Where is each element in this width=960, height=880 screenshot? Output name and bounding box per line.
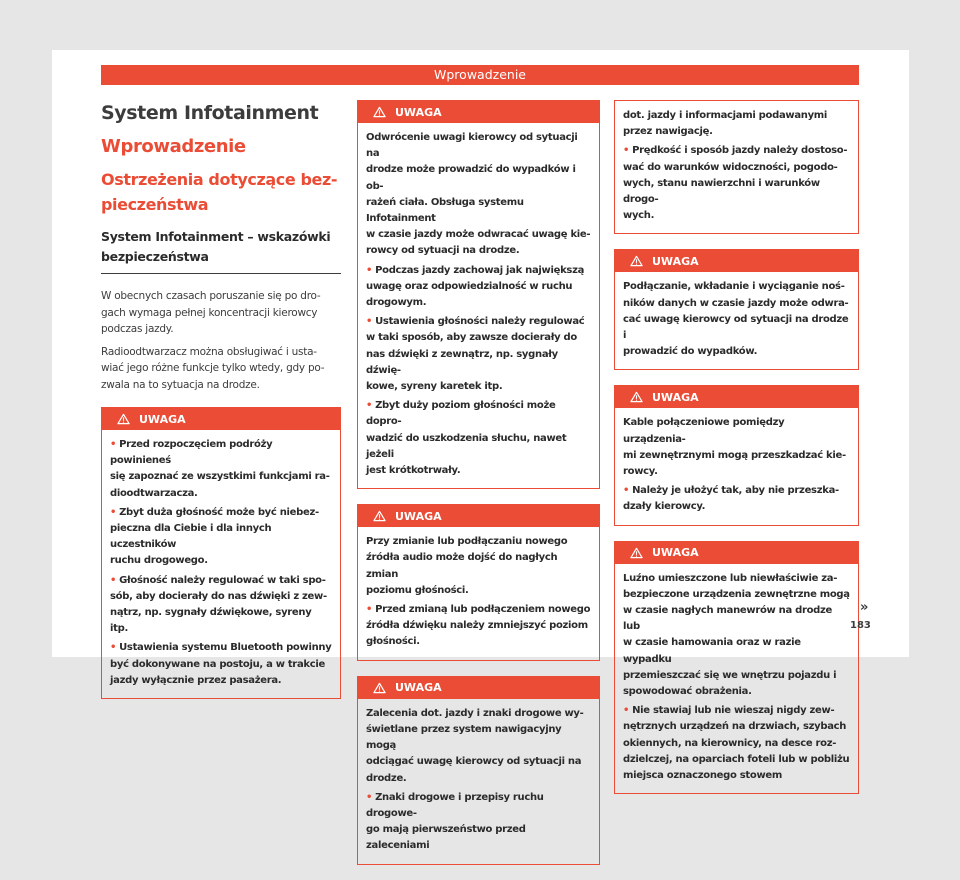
text-line: okiennych, na kierownicy, na desce roz- bbox=[623, 737, 837, 749]
text-line: Nie stawiaj lub nie wieszaj nigdy zew- bbox=[632, 705, 835, 717]
text-line: drodze może prowadzić do wypadków i ob- bbox=[366, 164, 576, 192]
text-line: podczas jazdy. bbox=[101, 323, 174, 335]
column-3 bbox=[614, 100, 859, 809]
running-header: Wprowadzenie bbox=[101, 65, 859, 85]
column-2 bbox=[357, 100, 600, 880]
text-line: źródła dźwięku należy zmniejszyć poziom bbox=[366, 620, 588, 632]
warning-body bbox=[615, 272, 858, 369]
chapter-title: System Infotainment bbox=[101, 102, 319, 124]
warning-label: UWAGA bbox=[395, 509, 442, 523]
text-line: dzielczej, na oparciach foteli lub w pobliżu bbox=[623, 753, 850, 765]
warning-icon bbox=[630, 391, 652, 403]
text-line: pieczna dla Ciebie i dla innych uczestników bbox=[110, 523, 272, 551]
text-line: Zbyt duża głośność może być niebez- bbox=[119, 506, 319, 518]
text-line: rowcy. bbox=[623, 466, 658, 478]
bullet-dot: • bbox=[366, 264, 373, 276]
warning-box bbox=[614, 385, 859, 525]
text-line: Ustawienia głośności należy regulować bbox=[375, 316, 585, 328]
next-page-arrow: » bbox=[860, 600, 869, 615]
warning-body bbox=[615, 408, 858, 524]
text-line: Przy zmianie lub podłączaniu nowego bbox=[366, 536, 568, 548]
text-line: odciągać uwagę kierowcy od sytuacji na bbox=[366, 756, 582, 768]
bullet-dot: • bbox=[366, 604, 373, 616]
text-line: Zalecenia dot. jazdy i znaki drogowe wy- bbox=[366, 707, 584, 719]
text-line: Zbyt duży poziom głośności może dopro- bbox=[366, 400, 556, 428]
text-line: wiać jego różne funkcje tylko wtedy, gdy po- bbox=[101, 362, 325, 374]
text-line: zwala na to sytuacja na drodze. bbox=[101, 378, 260, 391]
bullet-dot: • bbox=[366, 400, 373, 412]
text-line: Należy je ułożyć tak, aby nie przeszka- bbox=[632, 485, 839, 497]
warning-icon bbox=[373, 510, 395, 522]
warning-body bbox=[615, 101, 858, 233]
warning-label: UWAGA bbox=[139, 412, 186, 426]
subsection-title bbox=[101, 167, 341, 217]
warning-label: UWAGA bbox=[652, 390, 699, 404]
warning-header bbox=[615, 250, 858, 272]
bullet-dot: • bbox=[366, 791, 373, 803]
warning-box-continued bbox=[614, 100, 859, 234]
text-line: rowcy od sytuacji na drodze. bbox=[366, 245, 520, 257]
text-line: Podłączanie, wkładanie i wyciąganie noś- bbox=[623, 281, 845, 293]
text-line: Podczas jazdy zachowaj jak największą bbox=[375, 264, 585, 276]
warning-intro bbox=[623, 108, 850, 140]
bullet-dot: • bbox=[366, 316, 373, 328]
text-line: w czasie hamowania oraz w razie wypadku bbox=[623, 637, 801, 665]
bullet-dot: • bbox=[110, 439, 117, 450]
warning-box bbox=[357, 100, 600, 489]
text-line: go mają pierwszeństwo przed zaleceniami bbox=[366, 824, 526, 852]
text-line: Radioodtwarzacz można obsługiwać i usta- bbox=[101, 345, 317, 358]
warning-icon bbox=[630, 255, 652, 267]
text-line: drogowym. bbox=[366, 297, 427, 309]
text-line: sób, aby docierały do nas dźwięki z zew- bbox=[110, 590, 327, 602]
topic-heading bbox=[101, 227, 341, 274]
bullet-dot: • bbox=[110, 574, 117, 586]
text-line: wać do warunków widoczności, pogodo- bbox=[623, 161, 838, 173]
text-line: kowe, syreny karetek itp. bbox=[366, 381, 503, 393]
warning-intro bbox=[623, 571, 850, 701]
intro-paragraph bbox=[101, 344, 341, 394]
text-line: być dokonywane na postoju, a w trakcie bbox=[110, 658, 325, 670]
warning-body bbox=[358, 527, 599, 659]
text-line: spowodować obrażenia. bbox=[623, 686, 752, 698]
warning-bullet bbox=[623, 143, 850, 224]
warning-bullet bbox=[366, 790, 591, 855]
text-line: dot. jazdy i informacjami podawanymi bbox=[623, 110, 828, 121]
bullet-dot: • bbox=[623, 705, 630, 717]
text-line: Kable połączeniowe pomiędzy urządzenia- bbox=[623, 417, 785, 445]
warning-header bbox=[358, 505, 599, 527]
warning-bullet bbox=[366, 398, 591, 479]
text-line: jest krótkotrwały. bbox=[366, 465, 461, 477]
text-line: w taki sposób, aby zawsze docierały do bbox=[366, 332, 577, 344]
warning-bullet bbox=[623, 483, 850, 515]
warning-label: UWAGA bbox=[395, 105, 442, 119]
text-line: przemieszczać się we wnętrzu pojazdu i bbox=[623, 669, 837, 681]
bullet-dot: • bbox=[110, 506, 117, 518]
text-line: W obecnych czasach poruszanie się po dro- bbox=[101, 290, 321, 302]
column-1 bbox=[101, 100, 341, 714]
text-line: Luźno umieszczone lub niewłaściwie za- bbox=[623, 572, 838, 584]
text-line: Prędkość i sposób jazdy należy dostoso- bbox=[632, 145, 848, 157]
warning-icon bbox=[373, 106, 395, 118]
intro-paragraph bbox=[101, 288, 341, 338]
topic-heading-line: bezpieczeństwa bbox=[101, 249, 209, 264]
warning-bullet bbox=[110, 573, 332, 638]
text-line: ników danych w czasie jazdy może odwra- bbox=[623, 297, 849, 309]
warning-header bbox=[358, 101, 599, 123]
text-line: Przed zmianą lub podłączeniem nowego bbox=[375, 604, 591, 616]
text-line: ruchu drogowego. bbox=[110, 555, 208, 567]
warning-header bbox=[615, 542, 858, 564]
text-line: głośności. bbox=[366, 636, 420, 648]
text-line: cać uwagę kierowcy od sytuacji na drodze i bbox=[623, 313, 849, 342]
text-line: w czasie jazdy może odwracać uwagę kie- bbox=[366, 229, 591, 241]
bullet-dot: • bbox=[110, 642, 117, 654]
text-line: poziomu głośności. bbox=[366, 584, 469, 596]
text-line: gach wymaga pełnej koncentracji kierowcy bbox=[101, 306, 318, 319]
text-line: źródła audio może dojść do nagłych zmian bbox=[366, 552, 558, 580]
warning-body bbox=[102, 430, 340, 698]
text-line: wych. bbox=[623, 210, 655, 222]
bullet-dot: • bbox=[623, 485, 630, 497]
warning-intro bbox=[366, 130, 591, 260]
warning-header bbox=[358, 677, 599, 699]
warning-box bbox=[101, 407, 341, 699]
text-line: Ustawienia systemu Bluetooth powinny bbox=[119, 642, 332, 654]
warning-box bbox=[357, 504, 600, 660]
text-line: Znaki drogowe i przepisy ruchu drogowe- bbox=[366, 791, 544, 819]
text-line: świetlane przez system nawigacyjny mogą bbox=[366, 723, 562, 752]
page-number: 183 bbox=[850, 620, 871, 631]
warning-bullet bbox=[366, 263, 591, 312]
warning-icon bbox=[117, 413, 139, 425]
text-line: mi zewnętrznymi mogą przeszkadzać kie- bbox=[623, 449, 846, 461]
topic-heading-line: System Infotainment – wskazówki bbox=[101, 229, 331, 244]
text-line: jazdy wyłącznie przez pasażera. bbox=[110, 674, 282, 686]
warning-box bbox=[614, 249, 859, 370]
warning-header bbox=[615, 386, 858, 408]
text-line: w czasie nagłych manewrów na drodze lub bbox=[623, 605, 833, 633]
text-line: przez nawigację. bbox=[623, 126, 713, 138]
warning-intro bbox=[623, 279, 850, 360]
text-line: Przed rozpoczęciem podróży powinieneś bbox=[110, 439, 273, 467]
warning-icon bbox=[373, 682, 395, 694]
bullet-dot: • bbox=[623, 145, 630, 157]
warning-bullet bbox=[110, 437, 332, 502]
warning-body bbox=[615, 564, 858, 794]
warning-bullet bbox=[110, 640, 332, 689]
warning-label: UWAGA bbox=[652, 546, 699, 560]
warning-intro bbox=[623, 415, 850, 480]
text-line: drodze. bbox=[366, 772, 407, 784]
text-line: nas dźwięki z zewnątrz, np. sygnały dźwię- bbox=[366, 348, 558, 376]
text-line: Odwrócenie uwagi kierowcy od sytuacji na bbox=[366, 132, 578, 160]
subsection-title-line: Ostrzeżenia dotyczące bez- bbox=[101, 170, 338, 189]
warning-bullet bbox=[366, 314, 591, 395]
text-line: dzały kierowcy. bbox=[623, 501, 706, 513]
warning-box bbox=[614, 541, 859, 795]
warning-body bbox=[358, 699, 599, 864]
warning-intro bbox=[366, 706, 591, 787]
text-line: prowadzić do wypadków. bbox=[623, 346, 758, 358]
text-line: Głośność należy regulować w taki spo- bbox=[119, 574, 326, 586]
warning-header bbox=[102, 408, 340, 430]
warning-label: UWAGA bbox=[395, 681, 442, 695]
warning-box bbox=[357, 676, 600, 865]
warning-body bbox=[358, 123, 599, 488]
text-line: nętrznych urządzeń na drzwiach, szybach bbox=[623, 721, 847, 733]
text-line: dioodtwarzacza. bbox=[110, 487, 198, 499]
text-line: miejsca oznaczonego stowem bbox=[623, 770, 782, 782]
text-line: wadzić do uszkodzenia słuchu, nawet jeżeli bbox=[366, 432, 567, 460]
text-line: wych, stanu nawierzchni i warunków drogo- bbox=[623, 177, 820, 206]
text-line: uwagę oraz odpowiedzialność w ruchu bbox=[366, 280, 573, 292]
text-line: rażeń ciała. Obsługa systemu Infotainment bbox=[366, 196, 524, 225]
warning-icon bbox=[630, 547, 652, 559]
text-line: nątrz, np. sygnały dźwiękowe, syreny itp. bbox=[110, 607, 312, 635]
subsection-title-line: pieczeństwa bbox=[101, 195, 209, 214]
warning-bullet bbox=[366, 602, 591, 651]
section-title: Wprowadzenie bbox=[101, 136, 246, 157]
warning-label: UWAGA bbox=[652, 254, 699, 268]
text-line: się zapoznać ze wszystkimi funkcjami ra- bbox=[110, 471, 330, 483]
warning-intro bbox=[366, 534, 591, 599]
warning-bullet bbox=[623, 703, 850, 784]
text-line: bezpieczone urządzenia zewnętrzne mogą bbox=[623, 588, 850, 600]
warning-bullet bbox=[110, 505, 332, 570]
